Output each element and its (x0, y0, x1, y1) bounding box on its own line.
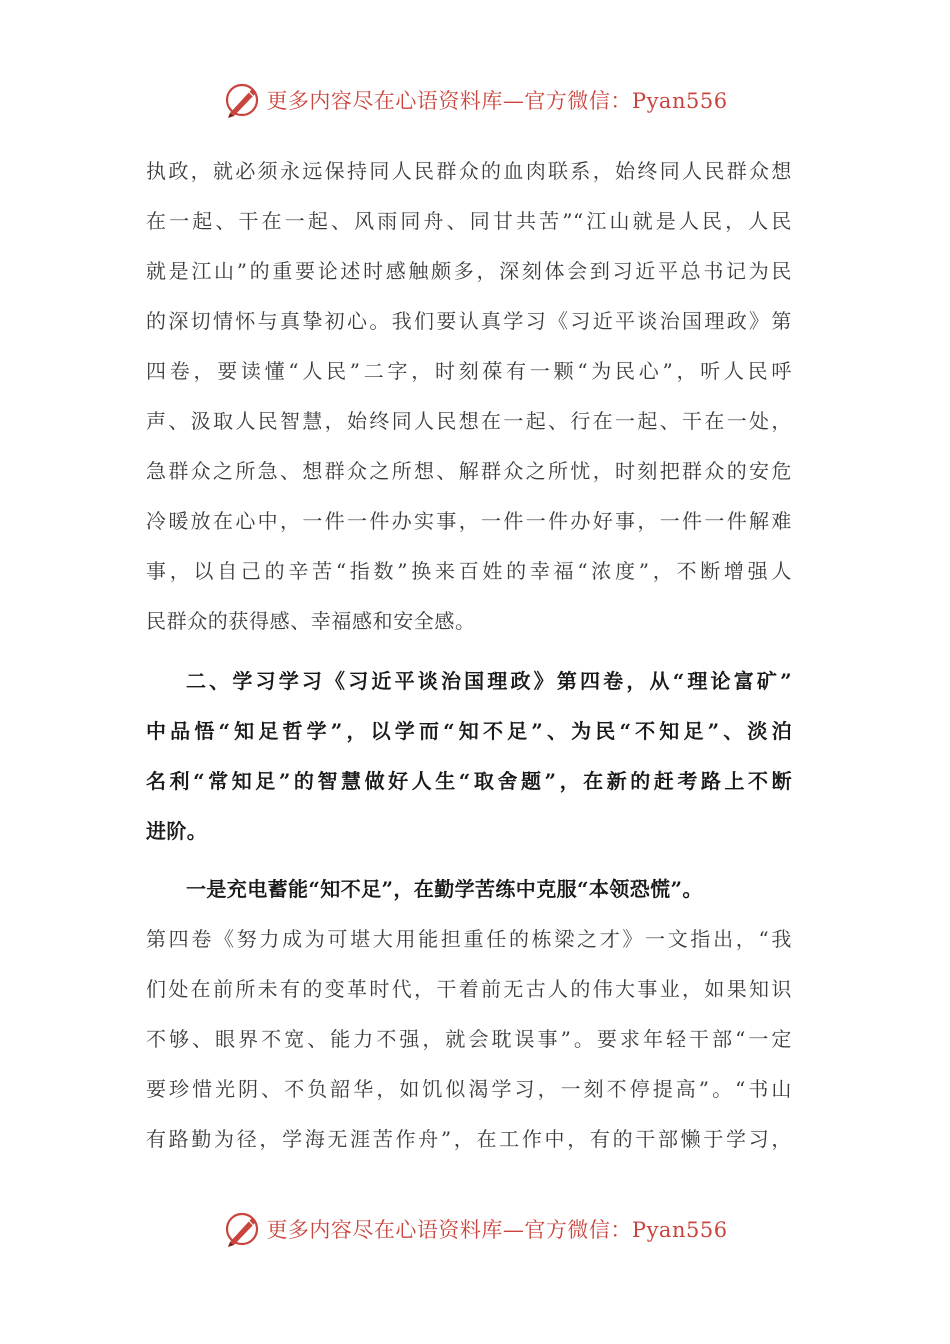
header-text: 更多内容尽在心语资料库—官方微信：Pyan556 (266, 89, 728, 113)
text-line: 冷暖放在心中，一件一件办实事，一件一件办好事，一件一件解难 (146, 509, 792, 533)
pen-logo-icon (222, 80, 262, 120)
header-banner (0, 76, 950, 124)
text-line: 民群众的获得感、幸福感和安全感。 (146, 609, 476, 633)
footer-text: 更多内容尽在心语资料库—官方微信：Pyan556 (266, 1218, 728, 1242)
text-line: 有路勤为径，学海无涯苦作舟”，在工作中，有的干部懒于学习， (146, 1127, 792, 1151)
text-line: 要珍惜光阴、不负韶华，如饥似渴学习，一刻不停提高”。“书山 (146, 1077, 792, 1101)
section-heading-line: 中品悟“知足哲学”，以学而“知不足”、为民“不知足”、淡泊 (146, 719, 792, 743)
text-line: 声、汲取人民智慧，始终同人民想在一起、行在一起、干在一处， (146, 409, 792, 433)
section-heading-line: 二、学习学习《习近平谈治国理政》第四卷，从“理论富矿” (186, 669, 792, 693)
section-heading-line: 名利“常知足”的智慧做好人生“取舍题”，在新的赶考路上不断 (146, 769, 792, 793)
text-line: 就是江山”的重要论述时感触颇多，深刻体会到习近平总书记为民 (146, 259, 792, 283)
document-body (146, 146, 792, 1164)
text-line: 们处在前所未有的变革时代，干着前无古人的伟大事业，如果知识 (146, 977, 792, 1001)
text-line: 急群众之所急、想群众之所想、解群众之所忧，时刻把群众的安危 (146, 459, 792, 483)
pen-logo-icon (222, 1209, 262, 1249)
text-line: 执政，就必须永远保持同人民群众的血肉联系，始终同人民群众想 (146, 159, 792, 183)
text-line: 事，以自己的辛苦“指数”换来百姓的幸福“浓度”，不断增强人 (146, 559, 792, 583)
section-heading-line: 进阶。 (146, 819, 208, 843)
text-line: 不够、眼界不宽、能力不强，就会耽误事”。要求年轻干部“一定 (146, 1027, 792, 1051)
subheading: 一是充电蓄能“知不足”，在勤学苦练中克服“本领恐慌”。 (186, 877, 703, 901)
text-line: 第四卷《努力成为可堪大用能担重任的栋梁之才》一文指出，“我 (146, 927, 792, 951)
text-line: 的深切情怀与真挚初心。我们要认真学习《习近平谈治国理政》第 (146, 309, 792, 333)
footer-banner (0, 1205, 950, 1253)
text-line: 四卷，要读懂“人民”二字，时刻葆有一颗“为民心”，听人民呼 (146, 359, 792, 383)
text-line: 在一起、干在一起、风雨同舟、同甘共苦”“江山就是人民，人民 (146, 209, 792, 233)
